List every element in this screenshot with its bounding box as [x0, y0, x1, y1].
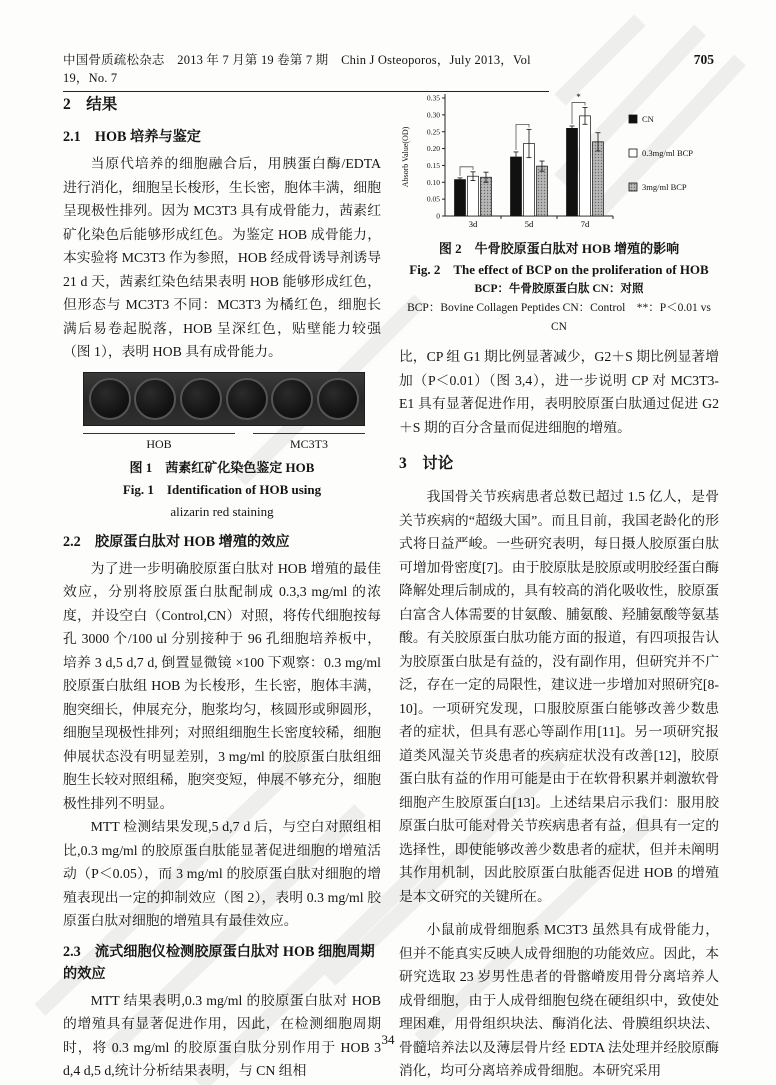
- svg-text:0.3mg/ml BCP: 0.3mg/ml BCP: [642, 148, 694, 158]
- section-2-1-heading: 2.1 HOB 培养与鉴定: [63, 129, 201, 145]
- section-2-heading: 2 结果: [63, 96, 118, 113]
- figure-2-caption-cn: 图 2 牛骨胶原蛋白肽对 HOB 增殖的影响: [438, 241, 680, 256]
- svg-text:Absorb Value(OD): Absorb Value(OD): [401, 126, 410, 188]
- figure-1-caption-cn: 图 1 茜素红矿化染色鉴定 HOB: [129, 459, 315, 475]
- svg-text:0.05: 0.05: [426, 194, 440, 204]
- section-2-2-paragraph-2: MTT 检测结果发现,5 d,7 d 后，与空白对照组相比,0.3 mg/ml 的胶原蛋白肽能显著促进细胞的增殖活动（P＜0.05），而 3 mg/ml 的胶原蛋白肽对细胞的增殖表现出一定的抑制效应（图 2），表明 0.3 mg/ml 胶原蛋白肽对细胞的增殖具有最佳效应。: [63, 819, 381, 928]
- right-column: [399, 84, 719, 1083]
- figure-1-group-labels: [83, 433, 365, 451]
- section-2-2-heading: 2.2 胶原蛋白肽对 HOB 增殖的效应: [63, 533, 290, 550]
- culture-well: [226, 378, 268, 420]
- hob-group-label: [83, 433, 235, 451]
- figure-1-caption: [63, 457, 381, 523]
- culture-well: [134, 378, 176, 420]
- mc3t3-label-text: MC3T3: [289, 436, 328, 451]
- hob-label-text: HOB: [146, 436, 172, 451]
- figure-1: [63, 372, 381, 523]
- svg-text:0.30: 0.30: [426, 110, 440, 120]
- svg-text:0.25: 0.25: [426, 127, 440, 137]
- continued-paragraph: 比，CP 组 G1 期比例显著减少，G2＋S 期比例显著增加（P＜0.01）（图 3,4），进一步说明 CP 对 MC3T3-E1 具有显著促进作用，表明胶原蛋白肽通过促进 G2＋S 期的百分含量而促进细胞的增殖。: [399, 349, 719, 435]
- figure-2-note-cn: BCP：牛骨胶原蛋白肽 CN：对照: [474, 283, 644, 295]
- footer-page-number: 34: [381, 1032, 395, 1047]
- culture-well: [180, 378, 222, 420]
- svg-text:0.20: 0.20: [426, 144, 440, 154]
- section-2-3-paragraph: MTT 结果表明,0.3 mg/ml 的胶原蛋白肽对 HOB 的增殖具有显著促进作用，因此，在检测细胞周期时，将 0.3 mg/ml 的胶原蛋白肽分别作用于 HOB 3 d,4 d,5 d,统计分析结果表明，与 CN 组相: [63, 992, 381, 1078]
- svg-text:*: *: [576, 91, 581, 102]
- section-2-1-paragraph: 当原代培养的细胞融合后，用胰蛋白酶/EDTA 进行消化，细胞呈长梭形，生长密，胞体丰满，细胞呈现极性排列。因为 MC3T3 具有成骨能力，茜素红矿化染色后能够形成红色。为鉴定 HOB 成骨能力，本实验将 MC3T3 作为参照，HOB 经成骨诱导剂诱导 21 d 天，茜素红染色结果表明 HOB 能够形成红色，但形态与 MC3T3 不同：MC3T3 为橘红色，细胞长满后易卷起脱落，HOB 呈深红色，贴壁能力较强（图 1），表明 HOB 具有成骨能力。: [63, 156, 381, 359]
- mc3t3-group-rule: [253, 433, 365, 434]
- svg-text:3mg/ml BCP: 3mg/ml BCP: [642, 182, 687, 192]
- figure-2-note-en: BCP：Bovine Collagen Peptides CN：Control **：P＜0.01 vs CN: [407, 302, 711, 333]
- header-page-number: 705: [693, 52, 714, 67]
- discussion-paragraph-1: 我国骨关节疾病患者总数已超过 1.5 亿人，是骨关节疾病的“超级大国”。而且目前，我国老龄化的形式将日益严峻。一些研究表明，每日摄人胶原蛋白肽可增加骨密度[7]。由于胶原肽是胶原或明胶经蛋白酶降解处理后制成的，具有较高的消化吸收性，胶原蛋白富含人体需要的甘氨酸、脯氨酸、羟脯氨酸等氨基酸。有关胶原蛋白肽功能方面的报道，有四项报告认为胶原蛋白肽是有益的，没有副作用，但研究并不广泛，存在一定的局限性，建议进一步增加对照研究[8-10]。一项研究发现，口服胶原蛋白能够改善少数患者的症状，但具有恶心等副作用[11]。另一项研究报道类风湿关节炎患者的疾病症状没有改善[12]，胶原蛋白肽有益的作用可能是由于在软骨积累并刺激软骨细胞产生胶原蛋白[13]。上述结果启示我们：服用胶原蛋白肽可能对骨关节疾病患者有益，但具有一定的选择性，即使能够改善少数患者的症状，但并未阐明其作用机制，因此胶原蛋白肽能否促进 HOB 的增殖是本文研究的关键所在。: [399, 489, 719, 904]
- mc3t3-group-label: [253, 433, 365, 451]
- hob-group-rule: [83, 433, 235, 434]
- culture-well: [271, 378, 313, 420]
- svg-text:3d: 3d: [468, 219, 478, 229]
- figure-2: [399, 84, 715, 236]
- svg-text:0.35: 0.35: [426, 93, 440, 103]
- culture-well: [89, 378, 131, 420]
- left-column: [63, 90, 381, 1083]
- svg-text:CN: CN: [642, 114, 654, 124]
- culture-well: [317, 378, 359, 420]
- svg-text:5d: 5d: [524, 219, 534, 229]
- well-plate-photo: [83, 372, 365, 426]
- section-2-2-paragraph-1: 为了进一步明确胶原蛋白肽对 HOB 增殖的最佳效应，分别将胶原蛋白肽配制成 0.3,3 mg/ml 的浓度，并设空白（Control,CN）对照，将传代细胞按每孔 3000 个/100 ul 分别接种于 96 孔细胞培养板中，培养 3 d,5 d,7 d, 倒置显微镜 ×100 下观察：0.3 mg/ml 胶原蛋白肽组 HOB 为长梭形，生长密，胞体丰满，胞突细长，伸展充分，胞浆均匀，核圆形或卵圆形，细胞呈现极性排列；对照组细胞生长密度较稀，细胞伸展状态没有明显差别，3 mg/ml 的胶原蛋白肽组细胞生长较对照组稀，胞突变短，伸展不够充分，细胞极性排列不明显。: [63, 560, 381, 811]
- discussion-paragraph-2: 小鼠前成骨细胞系 MC3T3 虽然具有成骨能力，但并不能真实反映人成骨细胞的功能效应。因此，本研究选取 23 岁男性患者的骨髂嵴废用骨分离培养人成骨细胞，由于人成骨细胞包绕在硬组织中，致使处理困难，用骨组织块法、酶消化法、骨膜组织块法、骨髓培养法以及薄层骨片经 EDTA 法处理并经胶原酶消化，均可分离培养成骨细胞。本研究采用: [399, 922, 719, 1078]
- svg-text:7d: 7d: [580, 219, 590, 229]
- figure-1-caption-en1: Fig. 1 Identification of HOB using: [122, 481, 322, 497]
- figure-2-caption: [399, 238, 719, 337]
- section-2-3-heading: 2.3 流式细胞仪检测胶原蛋白肽对 HOB 细胞周期的效应: [63, 943, 375, 982]
- bar-chart: [399, 84, 715, 236]
- figure-1-caption-en2: alizarin red staining: [170, 503, 274, 519]
- journal-header-line: 中国骨质疏松杂志 2013 年 7 月第 19 卷第 7 期 Chin J Osteoporos，July 2013，Vol 19，No. 7: [63, 50, 549, 92]
- svg-text:0.10: 0.10: [426, 177, 440, 187]
- svg-text:0.15: 0.15: [426, 161, 440, 171]
- svg-text:0: 0: [436, 211, 440, 221]
- figure-2-caption-en: Fig. 2 The effect of BCP on the proliferation of HOB: [409, 262, 709, 277]
- section-3-heading: 3 讨论: [399, 455, 454, 472]
